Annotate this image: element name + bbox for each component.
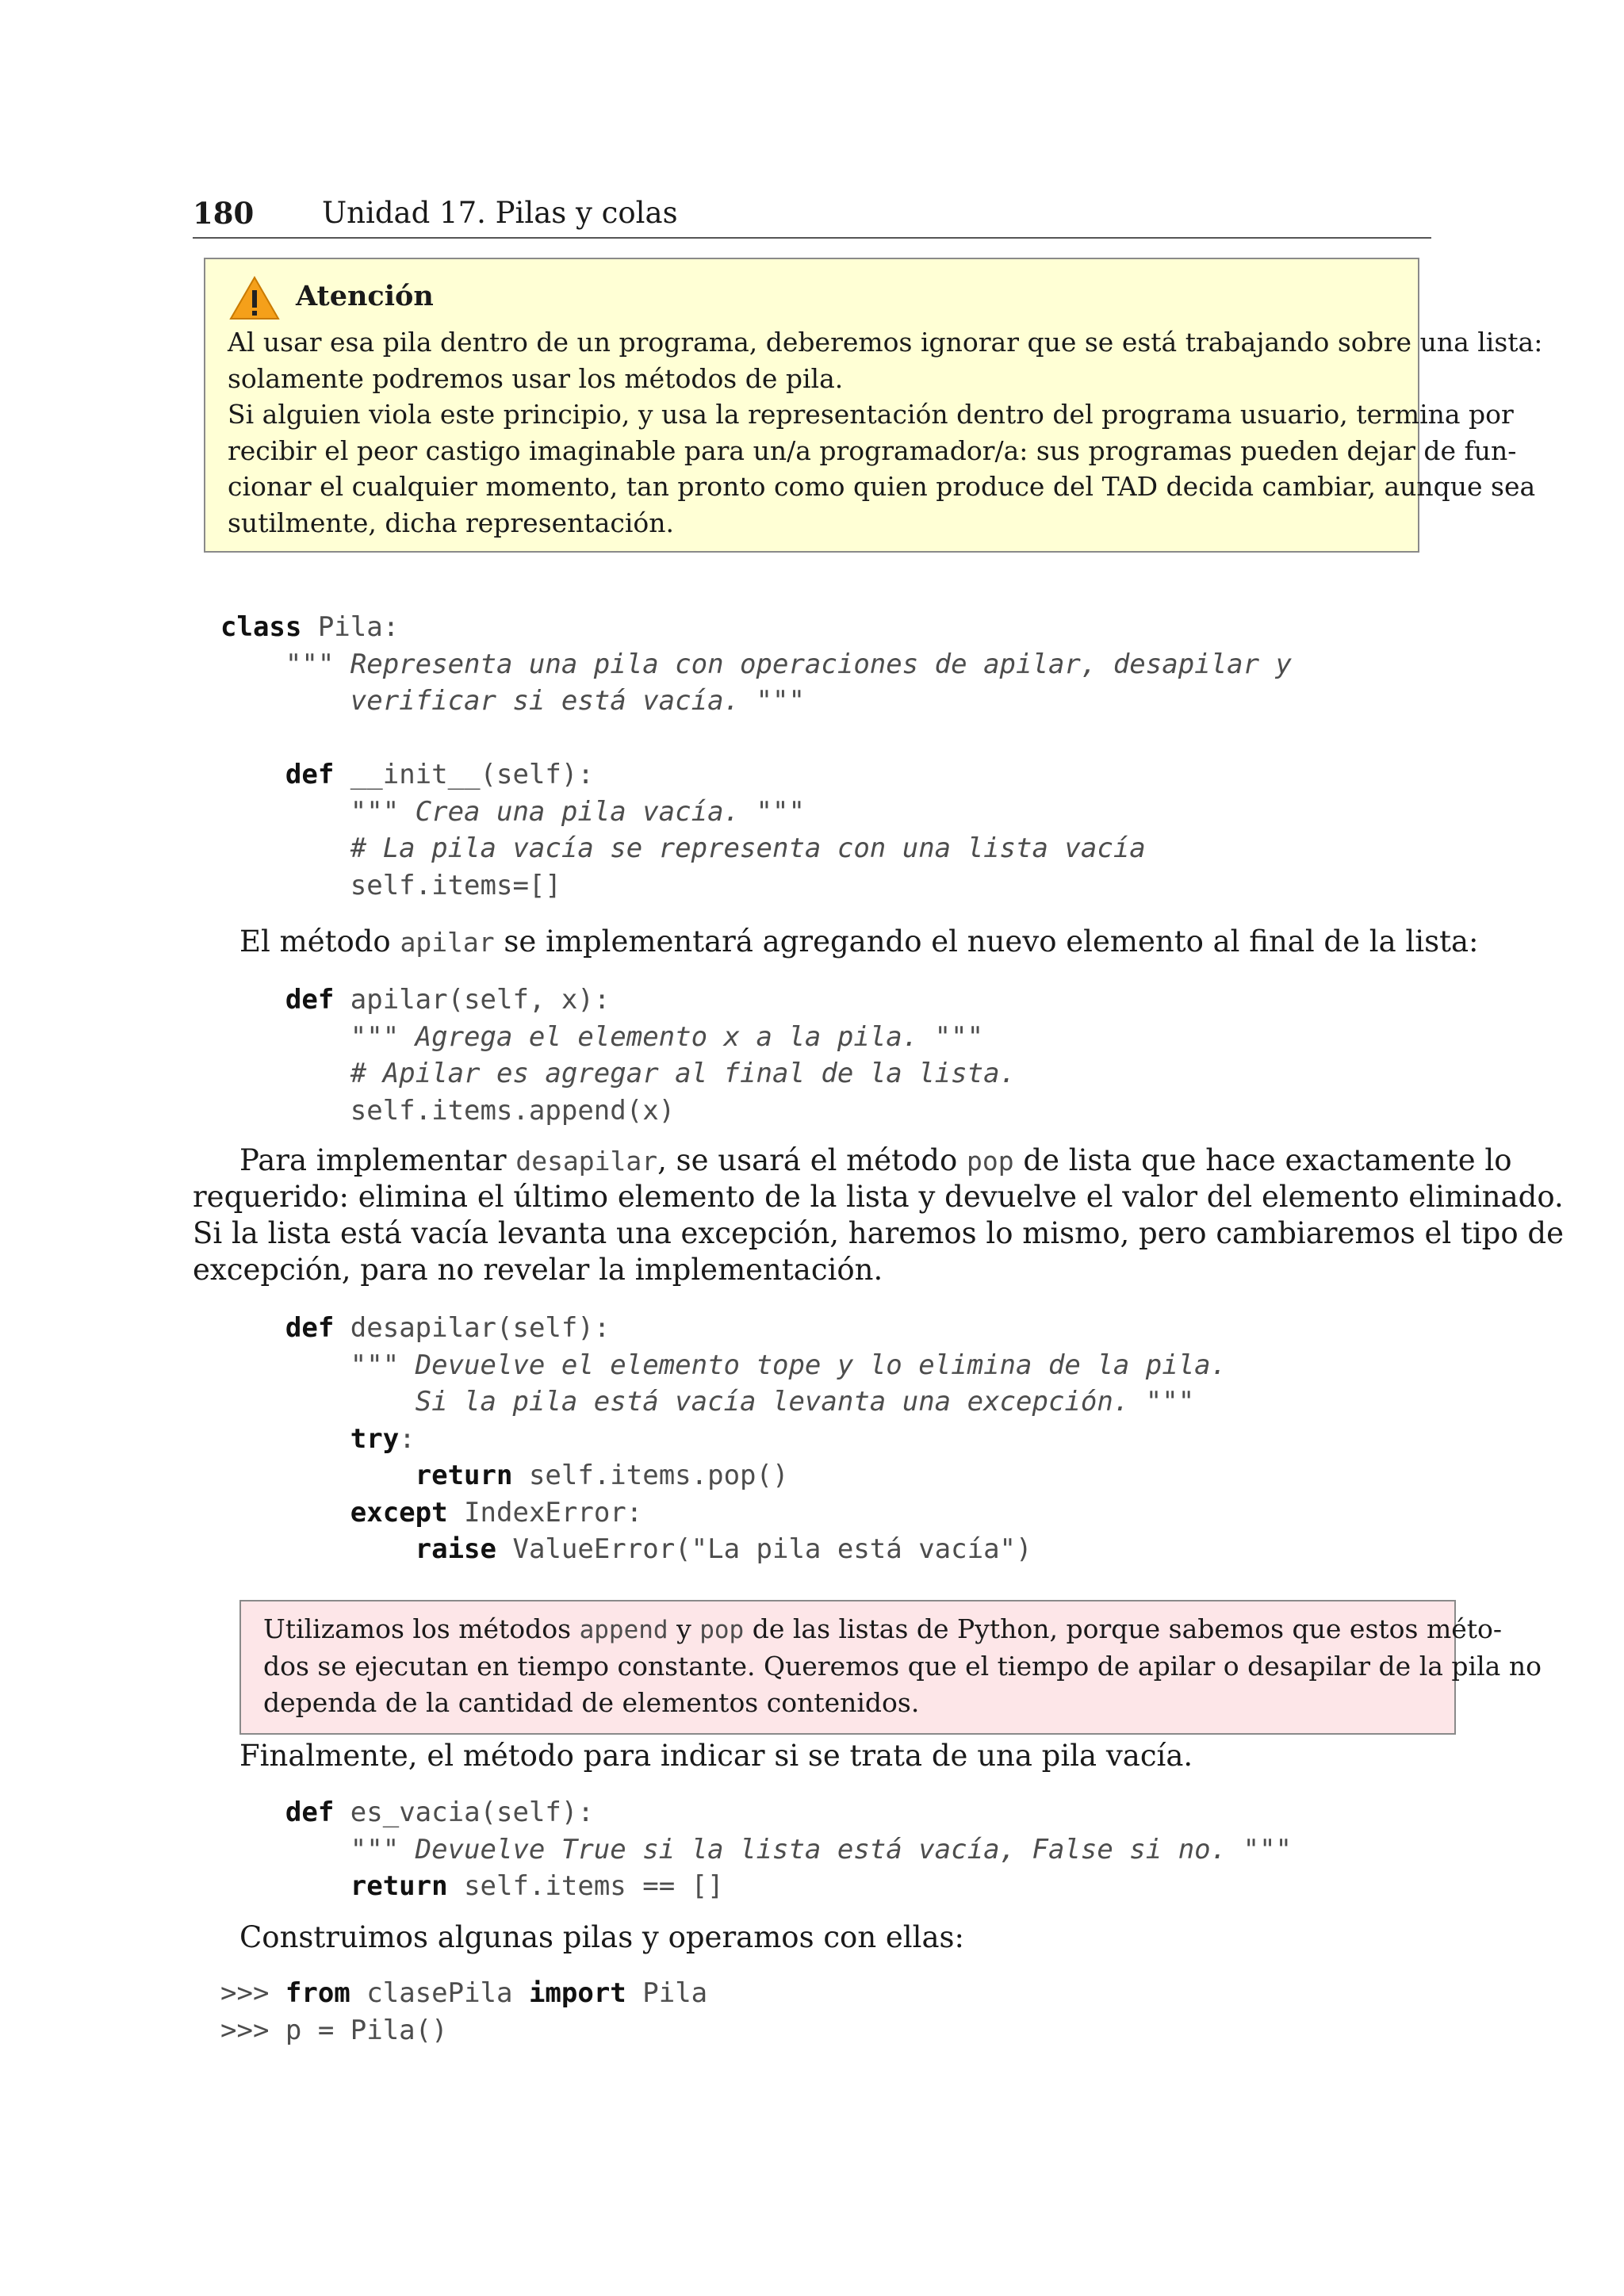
warning-line: recibir el peor castigo imaginable para un/a programador/a: sus programas pueden dejar de fun-	[228, 434, 1517, 466]
code-keyword: try	[350, 1422, 400, 1455]
inline-code: pop	[967, 1146, 1014, 1177]
code-block-es-vacia	[220, 1794, 1292, 1905]
code-indent	[220, 1497, 350, 1529]
code-keyword: return	[415, 1460, 513, 1491]
code-docstring: """ Devuelve True si la lista está vacía, False si no. """	[220, 1833, 1293, 1866]
code-keyword: except	[350, 1496, 448, 1529]
code-docstring: """ Representa una pila con operaciones de apilar, desapilar y	[220, 648, 1293, 680]
paragraph-construimos: Construimos algunas pilas y operamos con ellas:	[239, 1920, 964, 1954]
paragraph-text: se implementará agregando el nuevo elemento al final de la lista:	[494, 924, 1479, 959]
warning-title: Atención	[296, 280, 434, 312]
code-indent	[220, 759, 285, 790]
paragraph-es-vacia: Finalmente, el método para indicar si se trata de una pila vacía.	[239, 1739, 1193, 1773]
inline-code: desapilar	[515, 1146, 658, 1177]
page-number: 180	[193, 196, 255, 231]
code-keyword: return	[350, 1870, 448, 1902]
code-text: __init__(self):	[334, 759, 594, 790]
code-block-desapilar	[220, 1310, 1227, 1568]
warning-triangle-icon	[229, 275, 280, 321]
paragraph-line: excepción, para no revelar la implementación.	[193, 1253, 883, 1287]
warning-line: solamente podremos usar los métodos de pila.	[228, 362, 844, 394]
code-text: self.items == []	[447, 1870, 724, 1902]
code-block-session	[220, 1975, 707, 2049]
note-line: dependa de la cantidad de elementos contenidos.	[263, 1687, 920, 1718]
warning-line: sutilmente, dicha representación.	[228, 507, 675, 538]
code-docstring: verificar si está vacía. """	[220, 685, 805, 717]
code-text: >>> p = Pila()	[220, 2014, 448, 2046]
code-text: :	[399, 1422, 416, 1455]
code-keyword: def	[285, 759, 335, 790]
code-text: self.items=[]	[220, 869, 561, 901]
code-docstring: """ Agrega el elemento x a la pila. """	[220, 1020, 984, 1053]
inline-code: pop	[699, 1616, 745, 1644]
paragraph-text: Para implementar	[239, 1143, 516, 1177]
code-text: self.items.append(x)	[220, 1094, 676, 1127]
chapter-title: Unidad 17. Pilas y colas	[322, 196, 678, 230]
code-block-apilar	[220, 982, 1016, 1129]
code-keyword: def	[285, 984, 335, 1016]
code-text: IndexError:	[447, 1496, 643, 1529]
code-docstring: """ Crea una pila vacía. """	[220, 795, 805, 828]
code-keyword: class	[220, 611, 302, 643]
code-indent	[220, 1312, 285, 1344]
code-indent	[220, 1870, 350, 1902]
code-text: clasePila	[350, 1977, 529, 2009]
code-indent	[220, 1797, 285, 1828]
code-text: self.items.pop()	[512, 1460, 789, 1491]
paragraph-text: El método	[239, 924, 400, 959]
code-comment: # Apilar es agregar al final de la lista.	[220, 1058, 1017, 1089]
paragraph-apilar	[239, 924, 1478, 962]
code-text: apilar(self, x):	[334, 984, 611, 1016]
note-text	[263, 1611, 1542, 1721]
code-keyword: import	[528, 1977, 626, 2009]
code-text: Pila	[626, 1977, 708, 2009]
warning-line: cionar el cualquier momento, tan pronto como quien produce del TAD decida cambiar, aunque sea	[228, 471, 1536, 502]
note-line: dos se ejecutan en tiempo constante. Queremos que el tiempo de apilar o desapilar de la pila no	[263, 1651, 1542, 1682]
code-indent	[220, 1423, 350, 1455]
paragraph-text: , se usará el método	[657, 1143, 967, 1177]
code-keyword: def	[285, 1312, 335, 1344]
code-keyword: from	[285, 1977, 350, 2009]
code-docstring: """ Devuelve el elemento tope y lo elimina de la pila.	[220, 1349, 1228, 1381]
note-callout	[239, 1600, 1542, 1735]
code-comment: # La pila vacía se representa con una lista vacía	[220, 832, 1146, 864]
paragraph-line: requerido: elimina el último elemento de la lista y devuelve el valor del elemento eliminado.	[193, 1180, 1564, 1214]
code-indent	[220, 984, 285, 1016]
paragraph-line: Si la lista está vacía levanta una excepción, haremos lo mismo, pero cambiaremos el tipo de	[193, 1216, 1564, 1250]
inline-code: append	[579, 1616, 668, 1644]
note-text-part: Utilizamos los métodos	[263, 1613, 580, 1644]
note-line	[263, 1611, 1503, 1648]
code-indent	[220, 1533, 416, 1565]
code-indent	[220, 1460, 416, 1491]
code-text: ValueError("La pila está vacía")	[496, 1533, 1032, 1565]
note-text-part: de las listas de Python, porque sabemos que estos méto-	[744, 1613, 1503, 1644]
inline-code: apilar	[400, 927, 495, 958]
code-keyword: raise	[415, 1533, 496, 1565]
code-text: Pila:	[301, 611, 400, 643]
code-docstring: Si la pila está vacía levanta una excepción. """	[220, 1386, 1195, 1418]
warning-text	[228, 324, 1543, 541]
running-header	[193, 193, 1431, 239]
warning-callout	[204, 258, 1543, 553]
warning-line: Al usar esa pila dentro de un programa, deberemos ignorar que se está trabajando sobre una lista:	[228, 327, 1543, 358]
paragraph-line	[239, 1142, 1511, 1181]
code-block-class-pila	[220, 609, 1292, 904]
paragraph-text: de lista que hace exactamente lo	[1013, 1143, 1512, 1177]
note-text-part: y	[668, 1613, 700, 1644]
code-keyword: def	[285, 1797, 335, 1828]
code-text: es_vacia(self):	[334, 1797, 594, 1828]
code-text: desapilar(self):	[334, 1312, 611, 1344]
code-prompt: >>>	[220, 1977, 285, 2009]
warning-line: Si alguien viola este principio, y usa la representación dentro del programa usuario, termina por	[228, 399, 1514, 430]
